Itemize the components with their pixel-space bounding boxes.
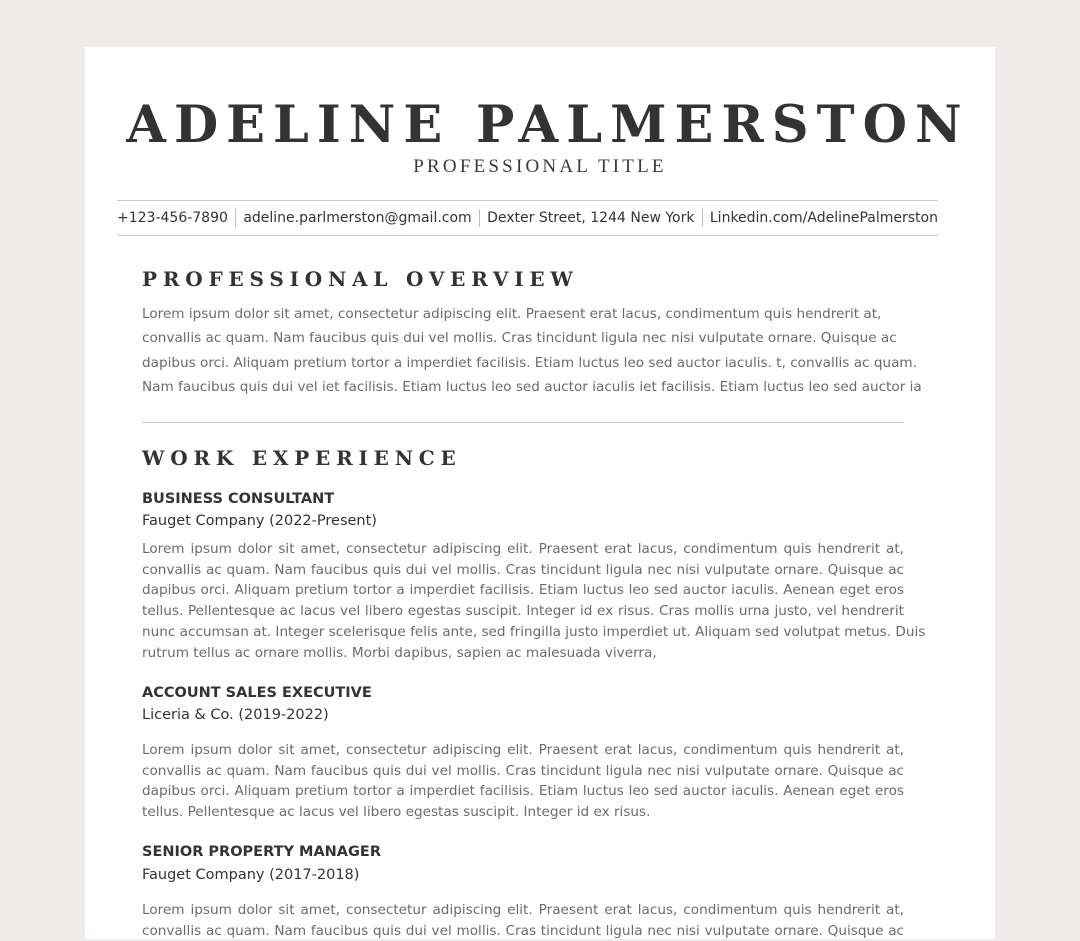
job-title: BUSINESS CONSULTANT: [142, 491, 335, 507]
job-description-line: nunc accumsan at. Integer scelerisque felis ante, sed fringilla justo imperdiet ut. Aliquam sed volutpat metus. Duis: [142, 623, 926, 640]
job-description-line: convallis ac quam. Nam faucibus quis dui vel mollis. Cras tincidunt ligula nec nisi vulputate ornare. Quisque ac: [142, 561, 904, 578]
job-company: Liceria & Co. (2019-2022): [142, 707, 329, 723]
overview-line: Nam faucibus quis dui vel iet facilisis. Etiam luctus leo sed auctor iaculis iet facilisis. Etiam luctus leo sed auctor ia: [142, 378, 922, 395]
job-description-line: Lorem ipsum dolor sit amet, consectetur adipiscing elit. Praesent erat lacus, condimentum quis hendrerit at,: [142, 541, 904, 557]
job-title: ACCOUNT SALES EXECUTIVE: [142, 685, 372, 701]
job-description-line: rutrum tellus ac ornare mollis. Morbi dapibus, sapien ac malesuada viverra,: [142, 644, 657, 661]
professional-title: PROFESSIONAL TITLE: [413, 156, 667, 177]
job-description-line: tellus. Pellentesque ac lacus vel libero egestas suscipit. Integer id ex risus. Cras mollis urna justo, vel hendrerit: [142, 603, 904, 620]
contact-top-divider: [117, 200, 938, 201]
job-description-line: dapibus orci. Aliquam pretium tortor a imperdiet facilisis. Etiam luctus leo sed auctor iaculis. Aenean eget eros: [142, 582, 904, 599]
job-description: [142, 740, 904, 823]
job-description-line: Lorem ipsum dolor sit amet, consectetur adipiscing elit. Praesent erat lacus, condimentum quis hendrerit at,: [142, 902, 904, 918]
contact-bar: [117, 205, 938, 231]
overview-heading: PROFESSIONAL OVERVIEW: [142, 267, 579, 291]
section-divider: [142, 422, 904, 423]
experience-heading: WORK EXPERIENCE: [142, 446, 462, 470]
job-description-line: Lorem ipsum dolor sit amet, consectetur adipiscing elit. Praesent erat lacus, condimentum quis hendrerit at,: [142, 742, 904, 758]
job-description-line: convallis ac quam. Nam faucibus quis dui vel mollis. Cras tincidunt ligula nec nisi vulputate ornare. Quisque ac: [142, 922, 904, 939]
contact-separator: [479, 209, 480, 227]
overview-line: convallis ac quam. Nam faucibus quis dui vel mollis. Cras tincidunt ligula nec nisi vulputate ornare. Quisque ac: [142, 330, 897, 347]
contact-separator: [235, 209, 236, 227]
contact-separator: [702, 209, 703, 227]
job-description-line: convallis ac quam. Nam faucibus quis dui vel mollis. Cras tincidunt ligula nec nisi vulputate ornare. Quisque ac: [142, 762, 904, 779]
job-description-line: tellus. Pellentesque ac lacus vel libero egestas suscipit. Integer id ex risus.: [142, 804, 651, 821]
overview-line: Lorem ipsum dolor sit amet, consectetur adipiscing elit. Praesent erat lacus, condimentum quis hendrerit at,: [142, 306, 882, 322]
candidate-name: ADELINE PALMERSTON: [126, 95, 970, 155]
contact-address: Dexter Street, 1244 New York: [487, 210, 695, 226]
job-company: Fauget Company (2022-Present): [142, 513, 377, 529]
job-description: [142, 900, 904, 941]
job-description-line: dapibus orci. Aliquam pretium tortor a imperdiet facilisis. Etiam luctus leo sed auctor iaculis. Aenean eget eros: [142, 783, 904, 800]
contact-email: adeline.parlmerston@gmail.com: [243, 210, 472, 226]
overview-line: dapibus orci. Aliquam pretium tortor a imperdiet facilisis. Etiam luctus leo sed auctor iaculis. t, convallis ac quam.: [142, 354, 917, 371]
overview-paragraph: [142, 302, 922, 399]
contact-phone: +123-456-7890: [117, 210, 228, 226]
job-title: SENIOR PROPERTY MANAGER: [142, 844, 382, 860]
contact-linkedin: Linkedin.com/AdelinePalmerston: [709, 210, 938, 226]
job-company: Fauget Company (2017-2018): [142, 867, 360, 883]
job-description: [142, 539, 926, 663]
contact-bottom-divider: [117, 235, 938, 236]
